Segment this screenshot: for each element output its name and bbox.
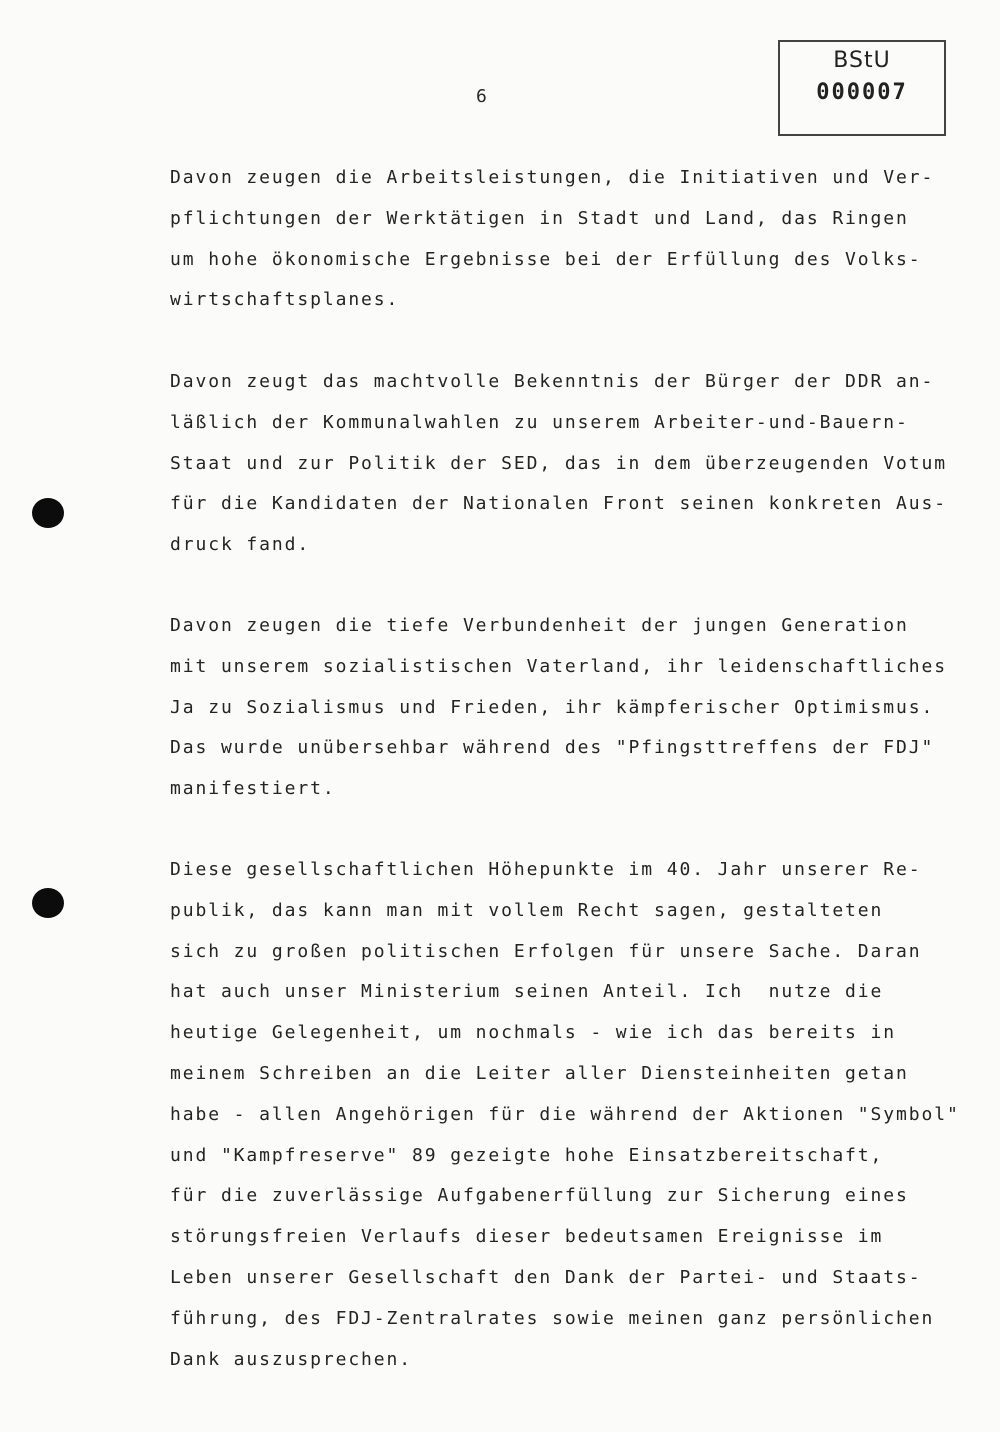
text-line: Davon zeugen die tiefe Verbundenheit der jungen Generation xyxy=(170,615,909,636)
text-line: habe - allen Angehörigen für die während der Aktionen "Symbol" xyxy=(170,1103,960,1125)
text-line: sich zu großen politischen Erfolgen für unsere Sache. Daran xyxy=(170,940,922,962)
text-line: Staat und zur Politik der SED, das in dem überzeugenden Votum xyxy=(170,452,947,474)
text-line: Das wurde unübersehbar während des "Pfingsttreffens der FDJ" xyxy=(170,737,935,759)
text-line: publik, das kann man mit vollem Recht sagen, gestalteten xyxy=(170,899,884,921)
paragraph-2 xyxy=(170,362,950,566)
text-line: Dank auszusprechen. xyxy=(170,1348,413,1370)
text-line: Davon zeugen die Arbeitsleistungen, die Initiativen und Ver- xyxy=(170,167,935,188)
punch-hole xyxy=(32,498,64,528)
text-line: meinem Schreiben an die Leiter aller Diensteinheiten getan xyxy=(170,1062,909,1084)
text-line: heutige Gelegenheit, um nochmals - wie ich das bereits in xyxy=(170,1022,897,1044)
text-line: hat auch unser Ministerium seinen Anteil. Ich nutze die xyxy=(170,981,884,1003)
text-line: Leben unserer Gesellschaft den Dank der Partei- und Staats- xyxy=(170,1266,922,1288)
text-line: läßlich der Kommunalwahlen zu unserem Arbeiter-und-Bauern- xyxy=(170,411,909,433)
text-line: manifestiert. xyxy=(170,778,336,800)
text-line: Ja zu Sozialismus und Frieden, ihr kämpferischer Optimismus. xyxy=(170,696,935,718)
stamp-number: 000007 xyxy=(816,80,908,105)
paragraph-4 xyxy=(170,850,960,1380)
text-line: um hohe ökonomische Ergebnisse bei der Erfüllung des Volks- xyxy=(170,248,922,270)
stamp-label: BStU xyxy=(833,48,891,73)
text-line: wirtschaftsplanes. xyxy=(170,289,400,311)
paragraph-3 xyxy=(170,606,950,810)
text-line: mit unserem sozialistischen Vaterland, ihr leidenschaftliches xyxy=(170,655,947,677)
text-line: und "Kampfreserve" 89 gezeigte hohe Einsatzbereitschaft, xyxy=(170,1144,884,1166)
text-line: für die Kandidaten der Nationalen Front seinen konkreten Aus- xyxy=(170,493,947,515)
text-line: druck fand. xyxy=(170,534,311,556)
text-line: Davon zeugt das machtvolle Bekenntnis der Bürger der DDR an- xyxy=(170,371,935,392)
archive-stamp xyxy=(778,40,946,136)
paragraph-1 xyxy=(170,158,950,321)
punch-hole xyxy=(32,888,64,918)
text-line: störungsfreien Verlaufs dieser bedeutsamen Ereignisse im xyxy=(170,1226,884,1248)
text-line: für die zuverlässige Aufgabenerfüllung zur Sicherung eines xyxy=(170,1185,909,1207)
text-line: Diese gesellschaftlichen Höhepunkte im 40. Jahr unserer Re- xyxy=(170,859,922,880)
text-line: pflichtungen der Werktätigen in Stadt und Land, das Ringen xyxy=(170,207,909,229)
page-number: 6 xyxy=(476,86,487,107)
text-line: führung, des FDJ-Zentralrates sowie meinen ganz persönlichen xyxy=(170,1307,935,1329)
